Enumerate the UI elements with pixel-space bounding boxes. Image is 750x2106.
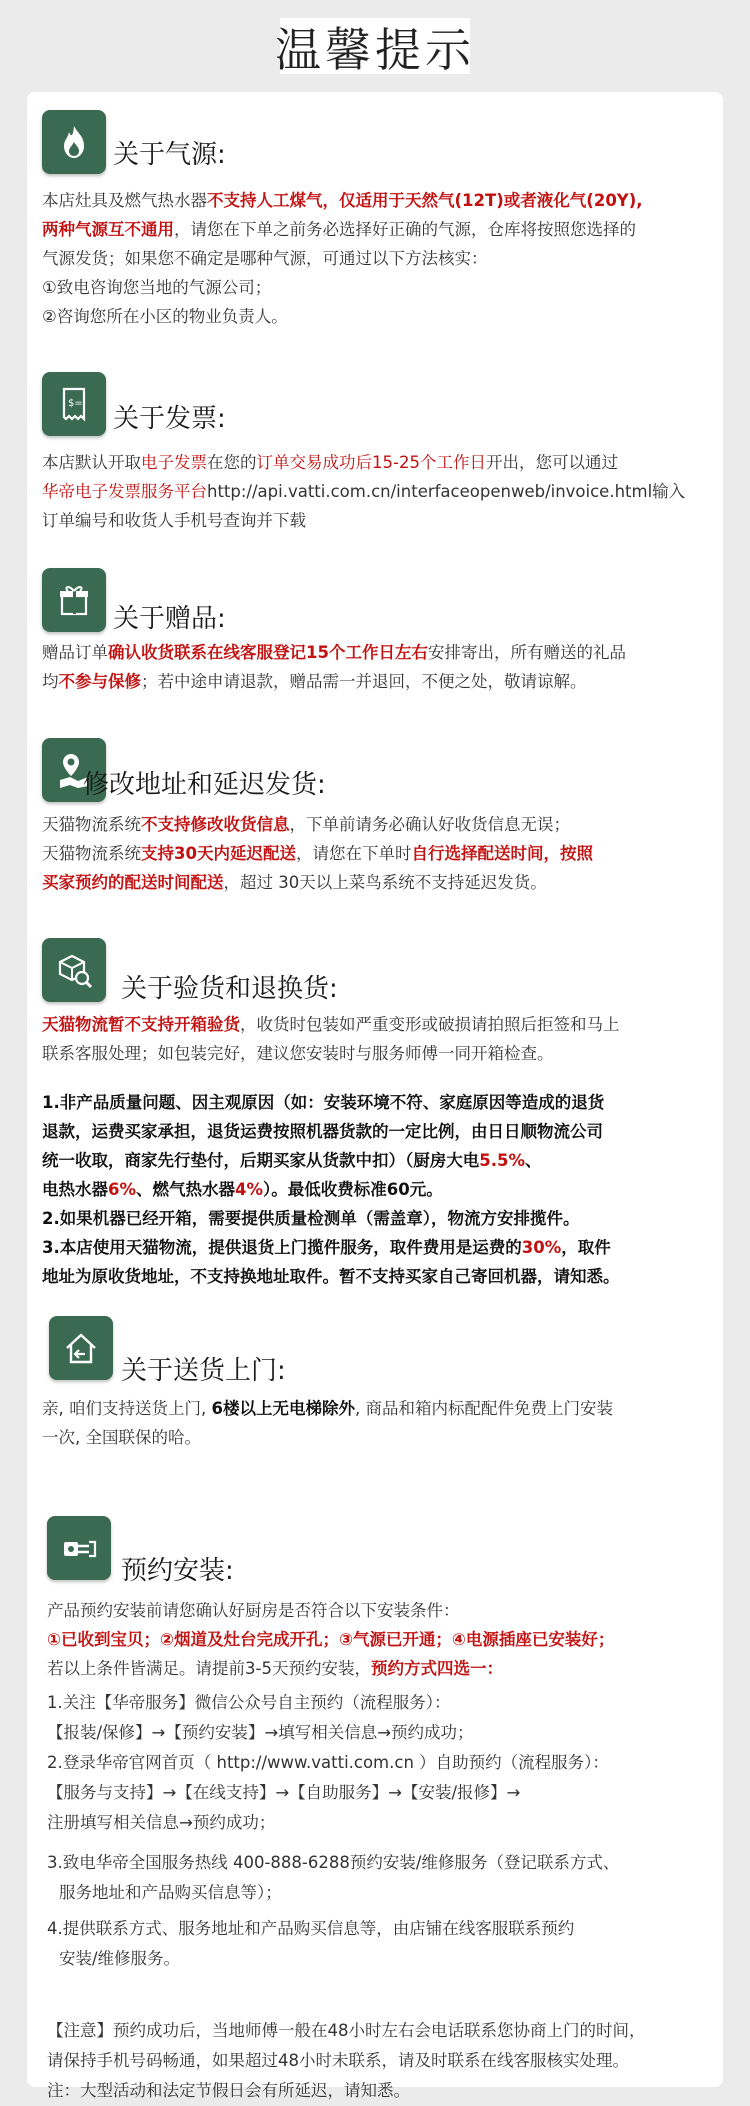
flame-icon	[42, 110, 106, 174]
home-delivery-icon	[49, 1316, 113, 1380]
section-body: 亲, 咱们支持送货上门, 6楼以上无电梯除外, 商品和箱内标配配件免费上门安装 一次, 全国联保的哈。	[42, 1399, 613, 1447]
gift-icon	[42, 568, 106, 632]
svg-text:$=: $=	[68, 398, 83, 409]
section-body: 产品预约安装前请您确认好厨房是否符合以下安装条件： ①已收到宝贝；②烟道及灶台完成开孔；③气源已开通；④电源插座已安装好； 若以上条件皆满足。请提前3-5天预约安装，预约方式四选一：	[47, 1601, 615, 1678]
receipt-icon	[42, 372, 106, 436]
section-heading: 关于发票:	[113, 404, 226, 434]
page-title: 温馨提示	[275, 23, 475, 77]
section-heading: 关于验货和退换货:	[121, 974, 338, 1004]
notice-card	[27, 92, 723, 2100]
section-heading: 预约安装:	[121, 1556, 234, 1586]
section-body: 本店灶具及燃气热水器不支持人工煤气，仅适用于天然气(12T)或者液化气(20Y), 两种气源互不通用，请您在下单之前务必选择好正确的气源，仓库将按照您选择的 气源发货；如果您不确定是哪种气源，可通过以下方法核实： ①致电咨询您当地的气源公司； ②咨询您所在小区的物业负责人。	[42, 191, 643, 326]
section-body: 本店默认开取电子发票在您的订单交易成功后15-25个工作日开出，您可以通过 华帝电子发票服务平台http://api.vatti.com.cn/interfaceopenweb/invoice.html输入 订单编号和收货人手机号查询并下载	[42, 453, 686, 530]
booking-methods-list: 1.关注【华帝服务】微信公众号自主预约（流程服务）： 【报装/保修】→【预约安装】→填写相关信息→预约成功； 2.登录华帝官网首页（ http://www.vatti.com.cn ）自助预约（流程服务）： 【服务与支持】→【在线支持】→【自助服务】→【安装/报修】→ 注册填写相关信息→预约成功； 3.致电华帝全国服务热线 400-888-6288预约安装/维修服务（登记联系方式、 服务地址和产品购买信息等）； 4.提供联系方式、服务地址和产品购买信息等，由店铺在线客服联系预约 安装/维修服务。	[47, 1693, 620, 1968]
install-notice: 【注意】预约成功后，当地师傅一般在48小时左右会电话联系您协商上门的时间， 请保持手机号码畅通，如果超过48小时未联系，请及时联系在线客服核实处理。 注：大型活动和法定节假日会有所延迟，请知悉。	[47, 2021, 646, 2100]
section-heading: 关于赠品:	[113, 604, 226, 634]
section-body: 天猫物流暂不支持开箱验货，收货时包装如严重变形或破损请拍照后拒签和马上 联系客服处理；如包装完好，建议您安装时与服务师傅一同开箱检查。	[42, 1015, 620, 1063]
package-inspect-icon	[42, 938, 106, 1002]
section-heading: 关于气源:	[113, 140, 226, 170]
section-body: 天猫物流系统不支持修改收货信息，下单前请务必确认好收货信息无误； 天猫物流系统支持30天内延迟配送，请您在下单时自行选择配送时间，按照 买家预约的配送时间配送，超过 30天以上菜鸟系统不支持延迟发货。	[42, 815, 593, 892]
section-heading: 修改地址和延迟发货:	[83, 770, 326, 800]
section-body: 赠品订单确认收货联系在线客服登记15个工作日左右安排寄出，所有赠送的礼品 均不参与保修；若中途申请退款，赠品需一并退回，不便之处，敬请谅解。	[42, 643, 626, 691]
installation-tools-icon	[47, 1516, 111, 1580]
section-heading: 关于送货上门:	[121, 1356, 286, 1386]
return-policy-list: 1.非产品质量问题、因主观原因（如：安装环境不符、家庭原因等造成的退货 退款，运费买家承担，退货运费按照机器货款的一定比例，由日日顺物流公司 统一收取，商家先行垫付，后期买家从货款中扣）（厨房大电5.5%、 电热水器6%、燃气热水器4%）。最低收费标准60元。 2.如果机器已经开箱，需要提供质量检测单（需盖章），物流方安排揽件。 3.本店使用天猫物流，提供退货上门揽件服务，取件费用是运费的30%，取件 地址为原收货地址，不支持换地址取件。暂不支持买家自己寄回机器，请知悉。	[42, 1093, 620, 1286]
